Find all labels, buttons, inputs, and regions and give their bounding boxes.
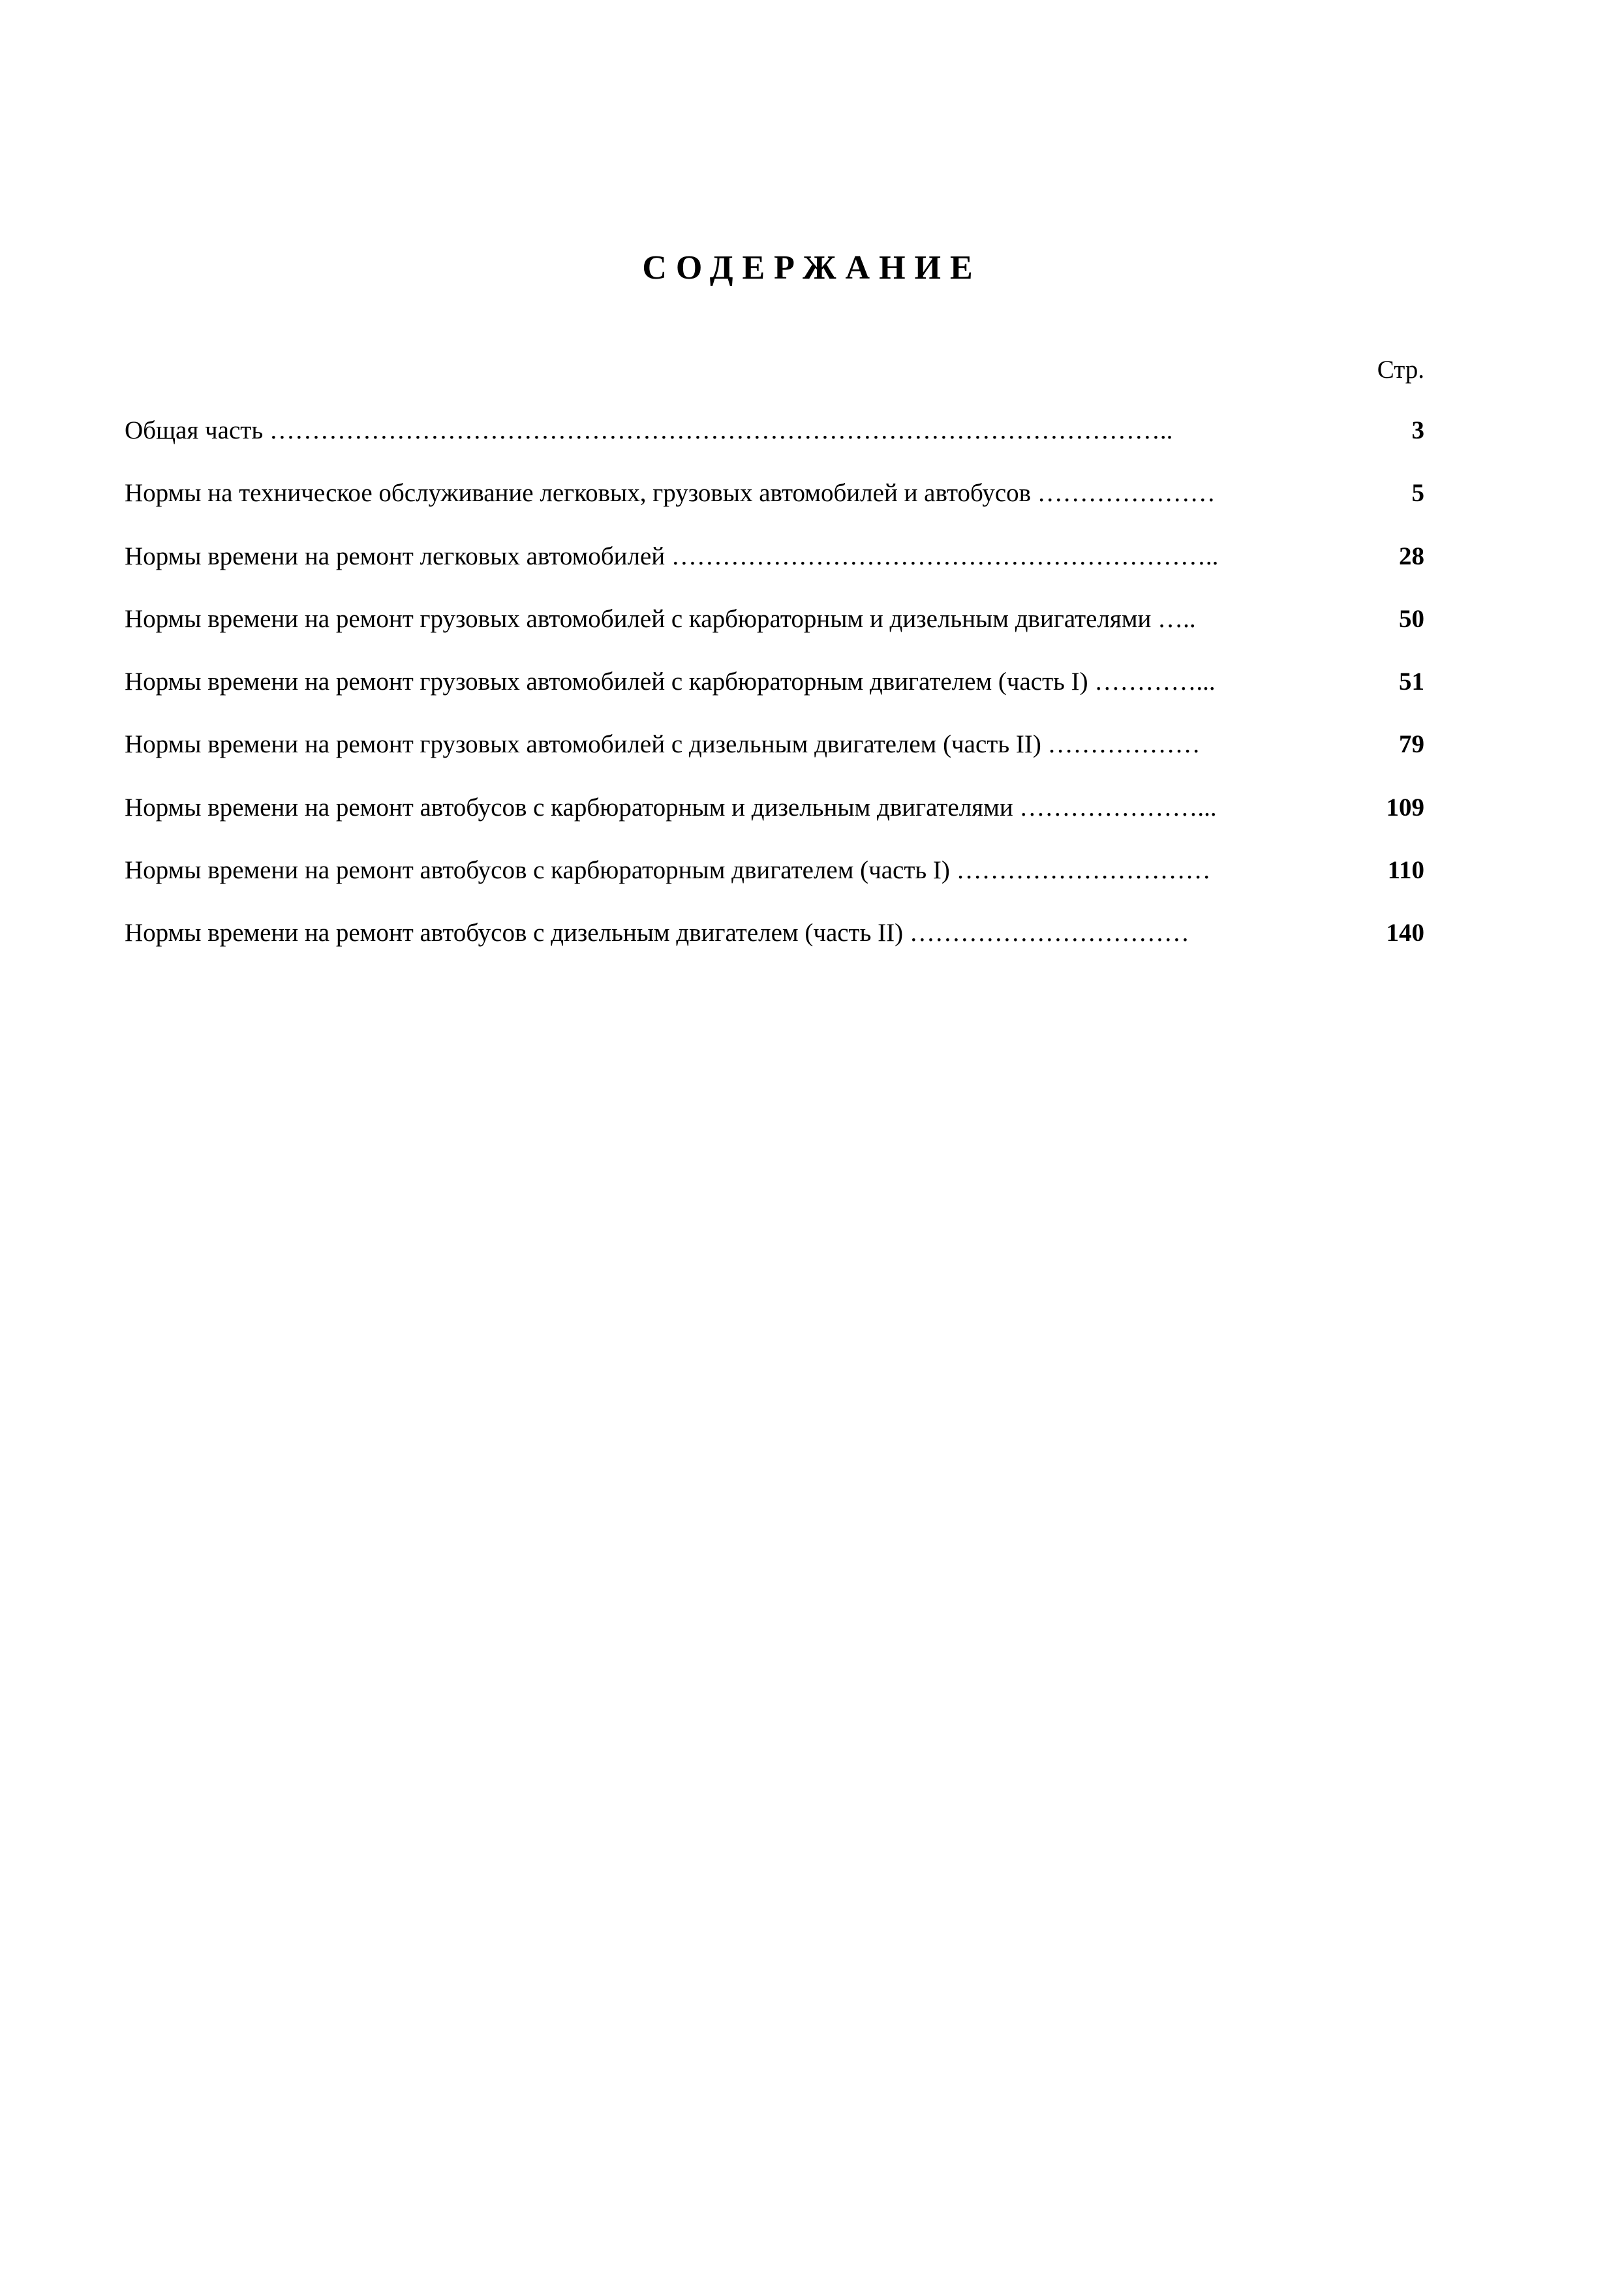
toc-entry-page: 50 (1399, 604, 1424, 633)
toc-entry-page: 3 (1411, 416, 1424, 444)
toc-entry-text: Нормы на техническое обслуживание легковых, грузовых автомобилей и автобусов ………………… (125, 479, 1216, 508)
toc-entry-text: Нормы времени на ремонт грузовых автомобилей с карбюраторным и дизельным двигателями ….. (125, 604, 1196, 633)
toc-entry (125, 544, 1424, 606)
toc-entry (125, 795, 1424, 857)
toc-entry (125, 669, 1424, 731)
toc-entry-page: 110 (1387, 856, 1424, 885)
toc-entry-text: Нормы времени на ремонт легковых автомобилей ……………………………………………………….. (125, 542, 1219, 570)
toc-entry (125, 480, 1424, 543)
toc-entry (125, 731, 1424, 794)
toc-entry-page: 5 (1411, 479, 1424, 508)
toc-entry-text: Нормы времени на ремонт грузовых автомобилей с карбюраторным двигателем (часть I) …………... (125, 668, 1216, 696)
toc-entry (125, 606, 1424, 669)
toc-entry-text: Нормы времени на ремонт автобусов с дизельным двигателем (часть II) …………………………… (125, 919, 1189, 947)
toc-entry-page: 51 (1399, 668, 1424, 696)
toc-entry-text: Нормы времени на ремонт автобусов с карбюраторным и дизельным двигателями …………………... (125, 793, 1217, 822)
toc-entry (125, 857, 1424, 920)
toc-entry-text: Общая часть …………………………………………………………………………………………….. (125, 416, 1173, 444)
toc-entry-page: 109 (1386, 793, 1424, 822)
toc-entry-page: 140 (1386, 919, 1424, 947)
page-column-label: Стр. (1377, 356, 1424, 384)
toc-entry (125, 418, 1424, 480)
toc-entry-text: Нормы времени на ремонт автобусов с карбюраторным двигателем (часть I) ………………………… (125, 856, 1211, 885)
toc-entry-page: 28 (1399, 542, 1424, 570)
toc-entry-page: 79 (1399, 730, 1424, 759)
toc-entry-text: Нормы времени на ремонт грузовых автомобилей с дизельным двигателем (часть II) ……………… (125, 730, 1201, 759)
toc-entry (125, 920, 1424, 983)
table-of-contents (125, 418, 1424, 983)
page-title: СОДЕРЖАНИЕ (642, 249, 982, 286)
